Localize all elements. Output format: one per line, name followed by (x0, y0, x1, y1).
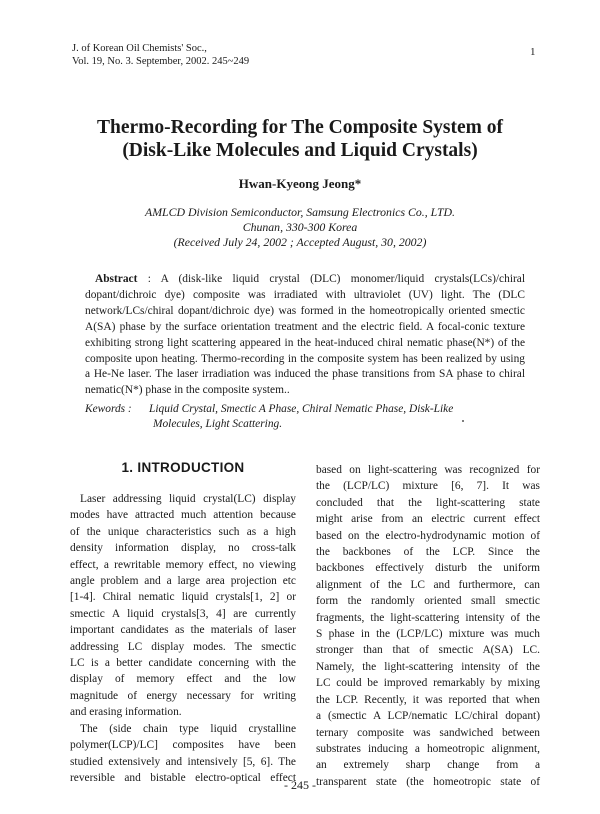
keywords-line-1: Liquid Crystal, Smectic A Phase, Chiral Nematic Phase, Disk-Like (149, 403, 454, 415)
received-dates: (Received July 24, 2002 ; Accepted August, 30, 2002) (173, 235, 427, 249)
text-line: might arise from an electric current effect (316, 513, 540, 526)
abstract (85, 272, 525, 399)
text-line: substrates inducing a homeotropic alignment, (316, 742, 540, 755)
keywords (85, 402, 525, 432)
text-line: the backbones of the LCP. Since the (316, 546, 540, 559)
text-line: the (LCP/LC) mixture [6, 7]. It was (316, 480, 540, 493)
keywords-line-2: Molecules, Light Scattering. (153, 418, 283, 430)
journal-volume: Vol. 19, No. 3. September, 2002. 245~249 (72, 56, 250, 67)
text-line: the LCP. Recently, it was reported that when (316, 693, 540, 706)
text-line: ternary composite was sandwiched between (316, 726, 540, 739)
text-line: important candidates as the materials of laser (70, 624, 296, 637)
text-line: reversible and bistable electro-optical effect (70, 771, 296, 784)
affiliation-line-1: AMLCD Division Semiconductor, Samsung Electronics Co., LTD. (145, 205, 455, 219)
text-line: Laser addressing liquid crystal(LC) display (80, 493, 296, 505)
text-line: magnitude of energy necessary for writing (70, 689, 296, 702)
text-line: density information display, no cross-talk (70, 542, 296, 555)
text-line: based on light-scattering was recognized for (316, 464, 540, 476)
keywords-label: Kewords : (85, 403, 132, 415)
text-line: polymer(LCP)/LC] composites have been (70, 739, 296, 752)
stray-dot-mark (462, 420, 464, 422)
text-line: modes have attracted much attention because (70, 509, 296, 522)
text-line: display of memory effect and the low (70, 673, 296, 686)
text-line: alignment of the LC and furthermore, can (316, 578, 540, 591)
text-line: form the randomly oriented small smectic (316, 595, 540, 608)
text-line: a (smectic A LCP/nematic LC/chiral dopant) (316, 710, 540, 723)
text-line: stronger than that of smectic A(SA) LC. (316, 644, 540, 657)
text-line: LC is a better candidate concerning with the (70, 657, 296, 670)
abstract-text: : A (disk-like liquid crystal (DLC) monomer/liquid crystals(LCs)/chiral dopant/dichroic dye) composite was irradiated with ultraviolet (UV) light. The (DLC network/LCs/chiral dopant/dichroic dye) was formed in the homeotropically oriented smectic A(SA) phase by the surface orientation treatment and the electric field. A focal-conic texture exhibiting strong light scattering appeared in the heat-induced chiral nematic phase(N*) of the composite upon heating. Thermo-recording in the composite system has been realized by using a He-Ne laser. The laser irradiation was induced the phase transitions from SA phase to chiral nematic(N*) phase in the composite system.. (85, 273, 525, 397)
text-line: concluded that the light-scattering state (316, 496, 540, 509)
text-line: addressing LC display modes. The smectic (70, 640, 296, 653)
text-line: and erasing information. (70, 706, 182, 719)
page-number-bottom: - 245 - (284, 778, 316, 792)
text-line: transparent state (the homeotropic state of (316, 775, 540, 788)
text-line: LC could be improved remarkably by mixing (316, 677, 540, 690)
text-line: Namely, the light-scattering intensity of the (316, 660, 540, 673)
abstract-label: Abstract (95, 273, 138, 285)
text-line: smectic A liquid crystals[3, 4] are currently (70, 607, 296, 620)
text-line: studied extensively and intensively [5, 6]. The (70, 755, 296, 768)
title-line-1: Thermo-Recording for The Composite System of (96, 117, 504, 138)
text-line: of the unique characteristics such as a high (70, 525, 296, 538)
text-line: fragments, the light-scattering intensity of the (316, 611, 540, 624)
text-line: [1-4]. Chiral nematic liquid crystals[1, 2] or (70, 591, 296, 604)
journal-name: J. of Korean Oil Chemists' Soc., (72, 43, 207, 54)
affiliation (0, 205, 600, 250)
journal-citation (72, 42, 249, 68)
text-line: backbones effectively disturb the uniform (316, 562, 540, 575)
text-line: The (side chain type liquid crystalline (80, 722, 296, 735)
affiliation-line-2: Chunan, 330-300 Korea (242, 220, 358, 234)
text-line: based on the electro-hydrodynamic motion of (316, 529, 540, 542)
text-line: angle problem and a large area projection etc (70, 575, 296, 588)
text-line: effect, a rewritable memory effect, no viewing (70, 558, 296, 571)
text-line: S phase in the (LCP/LC) mixture was much (316, 628, 540, 641)
title-line-2: (Disk-Like Molecules and Liquid Crystals) (122, 140, 478, 161)
author-name: Hwan-Kyeong Jeong* (238, 176, 362, 191)
right-column-text (316, 462, 540, 790)
text-line: an extremely sharp change from a (316, 759, 540, 772)
paper-title (60, 116, 540, 162)
section-heading-introduction: 1. INTRODUCTION (121, 460, 245, 475)
page-number-top: 1 (530, 46, 536, 58)
left-column-text (70, 491, 296, 786)
